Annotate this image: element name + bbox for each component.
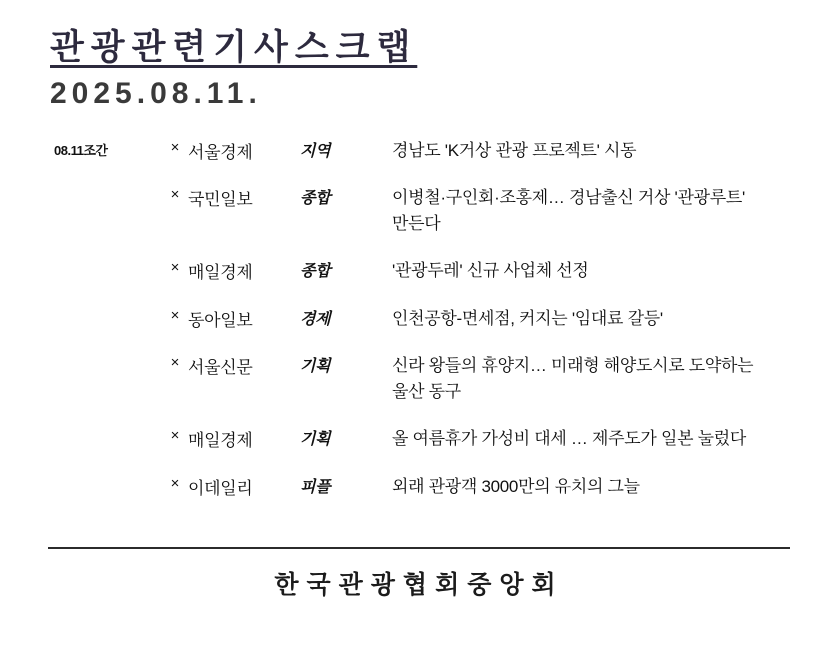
edition-stamp-empty xyxy=(40,185,162,236)
footer-organization: 한국관광협회중앙회 xyxy=(274,571,564,599)
page-date: 2025.08.11. xyxy=(50,76,262,110)
bullet-icon: × xyxy=(170,354,180,372)
bullet-icon: × xyxy=(170,427,180,445)
row-spacer xyxy=(40,163,798,185)
media-name: 서울경제 xyxy=(188,142,253,162)
category-label: 종합 xyxy=(300,263,331,281)
table-row xyxy=(40,306,798,332)
media-name: 동아일보 xyxy=(188,310,253,330)
category-label: 피플 xyxy=(300,478,331,496)
table-row xyxy=(40,353,798,404)
media-name: 이데일리 xyxy=(188,478,253,498)
table-row xyxy=(40,138,798,164)
article-headline: 외래 관광객 3000만의 유치의 그늘 xyxy=(392,476,640,496)
bullet-icon: × xyxy=(170,474,180,492)
row-spacer xyxy=(40,284,798,306)
article-headline: 이병철·구인회·조홍제… 경남출신 거상 '관광루트' 만든다 xyxy=(392,188,745,233)
media-name: 국민일보 xyxy=(188,190,253,210)
category-label: 기획 xyxy=(300,358,331,376)
article-headline: '관광두레' 신규 사업체 선정 xyxy=(392,261,589,281)
category-label: 종합 xyxy=(300,190,331,208)
article-headline: 올 여름휴가 가성비 대세 … 제주도가 일본 눌렀다 xyxy=(392,429,746,449)
article-headline: 인천공항-면세점, 커지는 '임대료 갈등' xyxy=(392,308,663,328)
bullet-icon: × xyxy=(170,186,180,204)
edition-stamp-empty xyxy=(40,353,162,404)
bullet-icon: × xyxy=(170,306,180,324)
edition-stamp-empty xyxy=(40,306,162,332)
edition-stamp-empty xyxy=(40,474,162,500)
row-spacer xyxy=(40,331,798,353)
article-headline: 신라 왕들의 휴양지… 미래형 해양도시로 도약하는 울산 동구 xyxy=(392,356,754,401)
category-label: 경제 xyxy=(300,310,331,328)
category-label: 기획 xyxy=(300,431,331,449)
page-header xyxy=(40,26,798,112)
edition-stamp-empty xyxy=(40,426,162,452)
bullet-icon: × xyxy=(170,259,180,277)
row-spacer xyxy=(40,236,798,258)
category-label: 지역 xyxy=(300,142,331,160)
media-name: 서울신문 xyxy=(188,358,253,378)
row-spacer xyxy=(40,452,798,474)
article-list xyxy=(40,138,798,500)
page-title: 관광관련기사스크랩 xyxy=(50,28,418,67)
edition-stamp: 08.11조간 xyxy=(54,142,108,158)
table-row xyxy=(40,258,798,284)
bullet-icon: × xyxy=(170,138,180,156)
footer-divider xyxy=(48,547,790,549)
table-row xyxy=(40,474,798,500)
media-name: 매일경제 xyxy=(188,263,253,283)
media-name: 매일경제 xyxy=(188,431,253,451)
row-spacer xyxy=(40,404,798,426)
edition-stamp-empty xyxy=(40,258,162,284)
table-row xyxy=(40,426,798,452)
article-headline: 경남도 'K거상 관광 프로젝트' 시동 xyxy=(392,140,637,160)
table-row xyxy=(40,185,798,236)
